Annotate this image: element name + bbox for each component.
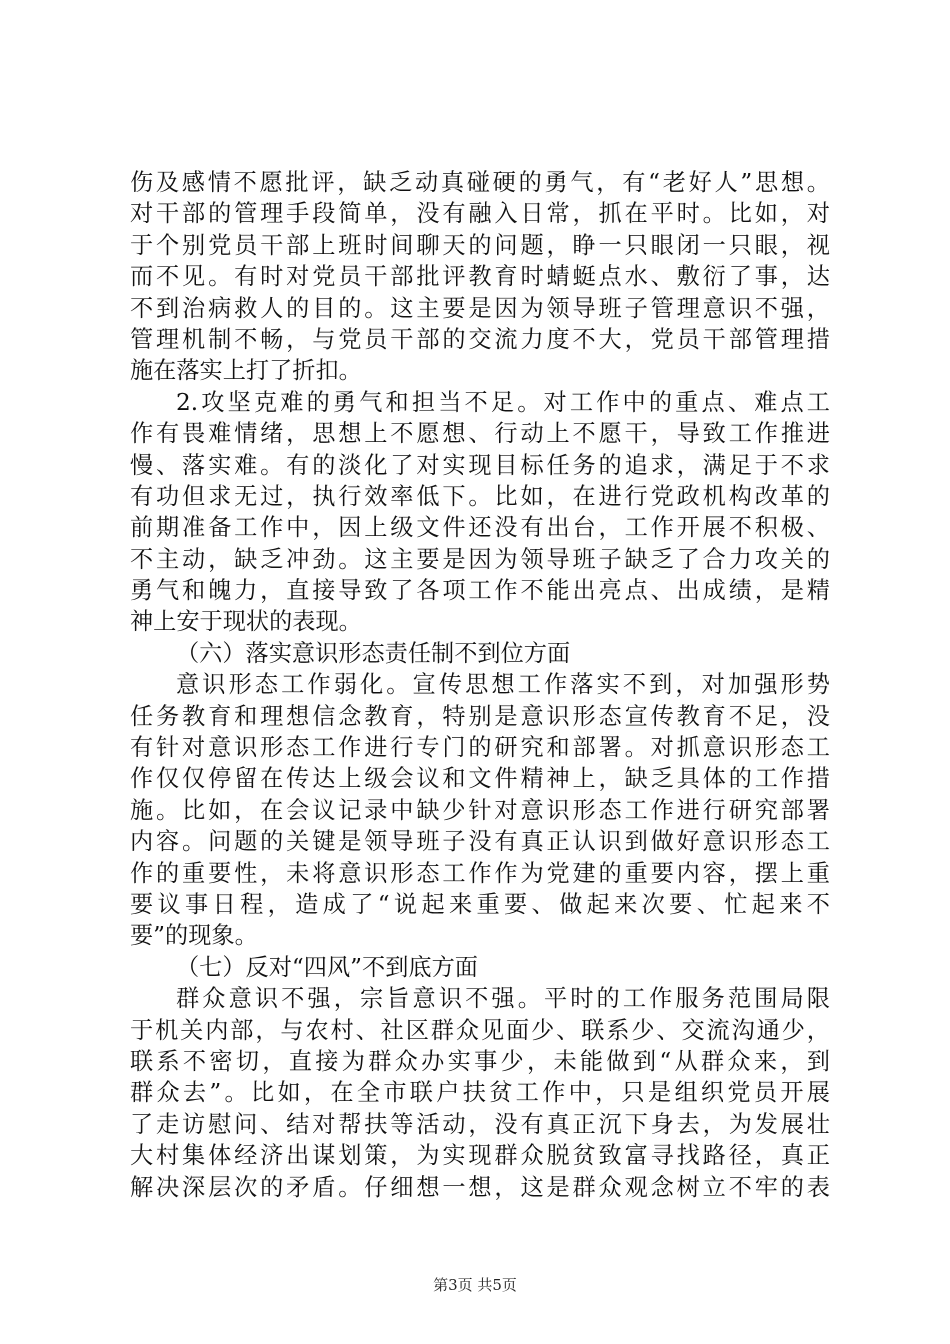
text-line: 了走访慰问、结对帮扶等活动，没有真正沉下身去，为发展壮 (130, 1110, 830, 1138)
text-line: 勇气和魄力，直接导致了各项工作不能出亮点、出成绩，是精 (130, 577, 830, 605)
text-line: 群众去”。比如，在全市联户扶贫工作中，只是组织党员开展 (130, 1079, 830, 1107)
page-number-footer: 第3页 共5页 (433, 1276, 517, 1294)
text-line: 要”的现象。 (130, 922, 258, 950)
text-line: 意识形态工作弱化。宣传思想工作落实不到，对加强形势 (176, 671, 830, 699)
text-line: 大村集体经济出谋划策，为实现群众脱贫致富寻找路径，真正 (130, 1142, 830, 1170)
text-line: 群众意识不强，宗旨意识不强。平时的工作服务范围局限 (176, 985, 830, 1013)
text-line: 有针对意识形态工作进行专门的研究和部署。对抓意识形态工 (130, 734, 830, 762)
section-heading: （七）反对“四风”不到底方面 (176, 953, 478, 981)
text-line: 神上安于现状的表现。 (130, 608, 362, 636)
text-line: 解决深层次的矛盾。仔细想一想，这是群众观念树立不牢的表 (130, 1173, 830, 1201)
text-line: 伤及感情不愿批评，缺乏动真碰硬的勇气，有“老好人”思想。 (130, 169, 830, 196)
text-line: 内容。问题的关键是领导班子没有真正认识到做好意识形态工 (130, 828, 830, 856)
text-line: 作仅仅停留在传达上级会议和文件精神上，缺乏具体的工作措 (130, 765, 830, 793)
text-line: 于个别党员干部上班时间聊天的问题，睁一只眼闭一只眼，视 (130, 231, 830, 259)
text-line: 前期准备工作中，因上级文件还没有出台，工作开展不积极、 (130, 514, 830, 542)
text-line: 不主动，缺乏冲劲。这主要是因为领导班子缺乏了合力攻关的 (130, 545, 830, 573)
text-line: 施在落实上打了折扣。 (130, 357, 362, 385)
text-line: 2.攻坚克难的勇气和担当不足。对工作中的重点、难点工 (176, 388, 830, 416)
text-line: 管理机制不畅，与党员干部的交流力度不大，党员干部管理措 (130, 325, 830, 353)
text-line: 施。比如，在会议记录中缺少针对意识形态工作进行研究部署 (130, 796, 830, 824)
text-line: 而不见。有时对党员干部批评教育时蜻蜓点水、敷衍了事，达 (130, 263, 830, 291)
text-line: 作的重要性，未将意识形态工作作为党建的重要内容，摆上重 (130, 859, 830, 887)
section-heading: （六）落实意识形态责任制不到位方面 (176, 639, 571, 667)
text-line: 作有畏难情绪，思想上不愿想、行动上不愿干，导致工作推进 (130, 420, 830, 448)
text-line: 于机关内部，与农村、社区群众见面少、联系少、交流沟通少， (130, 1016, 830, 1044)
text-line: 联系不密切，直接为群众办实事少，未能做到“从群众来，到 (130, 1047, 830, 1075)
text-line: 不到治病救人的目的。这主要是因为领导班子管理意识不强， (130, 294, 830, 322)
text-line: 对干部的管理手段简单，没有融入日常，抓在平时。比如，对 (130, 200, 830, 228)
text-line: 要议事日程，造成了“说起来重要、做起来次要、忙起来不 (130, 890, 830, 918)
text-line: 任务教育和理想信念教育，特别是意识形态宣传教育不足，没 (130, 702, 830, 730)
text-line: 慢、落实难。有的淡化了对实现目标任务的追求，满足于不求 (130, 451, 830, 479)
document-body (130, 167, 830, 1203)
text-line: 有功但求无过，执行效率低下。比如，在进行党政机构改革的 (130, 482, 830, 510)
